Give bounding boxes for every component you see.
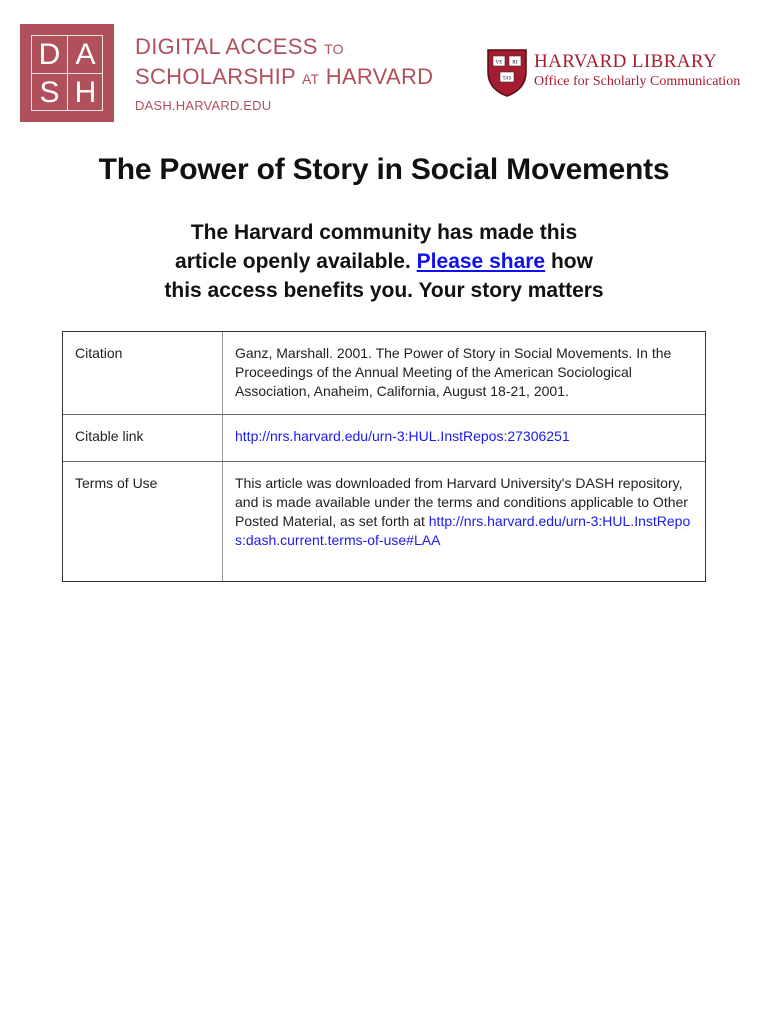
citable-link-cell	[223, 415, 705, 461]
shield-text-ri: RI	[512, 59, 518, 66]
community-line3: this access benefits you. Your story matters	[164, 279, 604, 302]
dash-wordmark-line1	[135, 33, 435, 63]
dash-logo-grid	[31, 35, 103, 111]
dash-letter-d: D	[38, 38, 61, 71]
dash-letter-a: A	[75, 38, 96, 71]
document-title: The Power of Story in Social Movements	[98, 153, 670, 186]
terms-of-use-text: This article was downloaded from Harvard University's DASH repository, and is made available under the terms and conditions applicable to Other Posted Material, as set forth at	[235, 475, 688, 529]
dash-wordmark-to: TO	[324, 41, 344, 57]
citable-link-label: Citable link	[63, 415, 223, 461]
table-row-citable-link	[63, 414, 705, 461]
shield-text-tas: TAS	[502, 76, 512, 82]
harvard-library-subtitle: Office for Scholarly Communication	[534, 74, 741, 89]
dash-wordmark-digital-access: DIGITAL ACCESS	[135, 34, 318, 59]
terms-of-use-cell	[223, 462, 705, 581]
dash-logo[interactable]	[20, 24, 114, 122]
dash-wordmark-scholarship: SCHOLARSHIP	[135, 64, 296, 89]
dash-url[interactable]: DASH.HARVARD.EDU	[135, 98, 272, 113]
dash-letter-h: H	[74, 76, 97, 109]
citation-value: Ganz, Marshall. 2001. The Power of Story in Social Movements. In the Proceedings of the Annual Meeting of the American Sociological Association, Anaheim, California, August 18-21, 2001.	[235, 345, 672, 399]
page-header	[0, 0, 768, 130]
terms-of-use-label: Terms of Use	[63, 462, 223, 581]
community-message	[0, 218, 768, 305]
community-line2	[0, 247, 768, 276]
terms-of-use-link[interactable]: http://nrs.harvard.edu/urn-3:HUL.InstRepos:dash.current.terms-of-use#LAA	[235, 513, 691, 548]
harvard-shield-icon	[486, 48, 528, 98]
table-row-terms-of-use	[63, 461, 705, 581]
harvard-library-wordmark	[534, 51, 764, 91]
dash-wordmark-at: AT	[302, 71, 320, 87]
harvard-library-name: HARVARD LIBRARY	[534, 51, 718, 72]
dash-letter-s: S	[39, 76, 60, 109]
table-row-citation	[63, 332, 705, 414]
community-line1: The Harvard community has made this	[190, 221, 578, 244]
please-share-link[interactable]: Please share	[416, 250, 546, 273]
dash-wordmark-line2	[135, 63, 435, 93]
dash-wordmark-harvard: HARVARD	[325, 64, 434, 89]
shield-text-ve: VE	[495, 59, 503, 66]
dash-wordmark	[135, 33, 435, 117]
community-line2-pre: article openly available.	[175, 250, 411, 273]
citation-label: Citation	[63, 332, 223, 414]
citable-link[interactable]: http://nrs.harvard.edu/urn-3:HUL.InstRepos:27306251	[235, 428, 570, 444]
metadata-table	[62, 331, 706, 582]
community-line2-post: how	[550, 250, 593, 273]
